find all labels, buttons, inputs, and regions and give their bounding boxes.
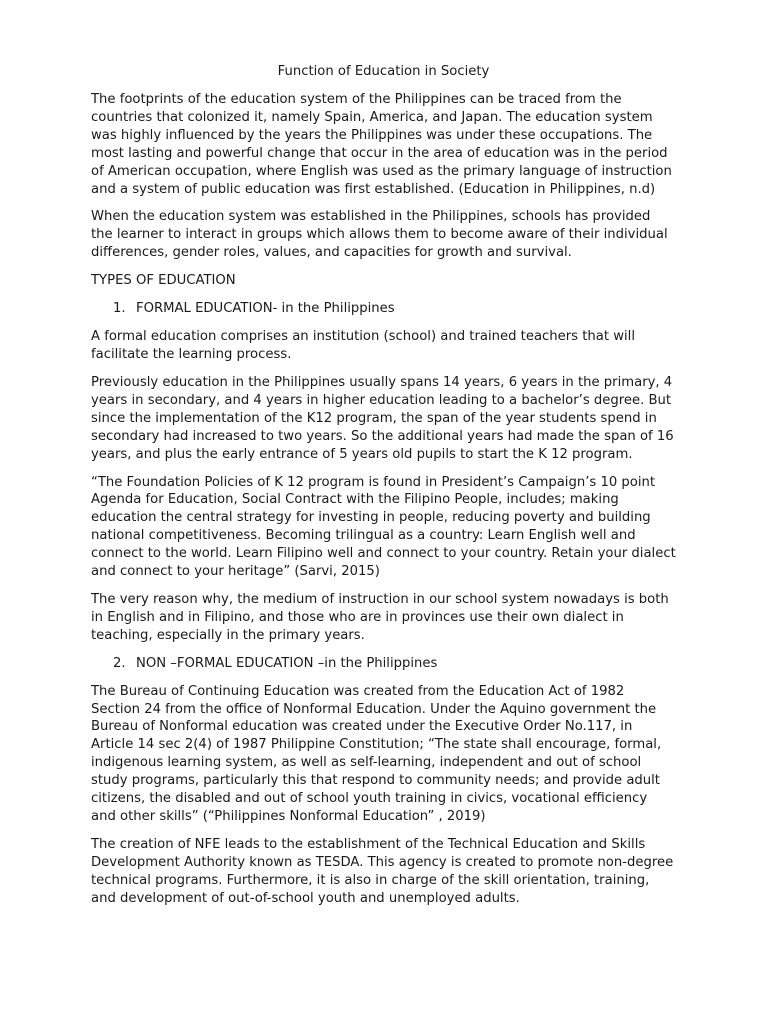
- list-number: 1.: [113, 301, 126, 317]
- formal-paragraph-2: Previously education in the Philippines usually spans 14 years, 6 years in the primary, 4 years in secondary, and 4 years in higher education leading to a bachelor’s degree. But since the implementation of the K12 program, the span of the year students spend in secondary had increased to two years. So the additional years had made the span of 16 years, and plus the early entrance of 5 years old pupils to start the K 12 program.: [91, 374, 674, 462]
- types-heading: TYPES OF EDUCATION: [91, 273, 236, 289]
- section-nonformal-heading: [91, 655, 676, 673]
- list-label: FORMAL EDUCATION- in the Philippines: [136, 301, 395, 317]
- list-number: 2.: [113, 655, 126, 671]
- section-formal-heading: [91, 300, 676, 318]
- nonformal-paragraph-2: The creation of NFE leads to the establishment of the Technical Education and Skills Development Authority known as TESDA. This agency is created to promote non-degree technical programs. Furthermore, it is also in charge of the skill orientation, training, and development of out-of-school youth and unemployed adults.: [91, 836, 674, 906]
- formal-paragraph-3: “The Foundation Policies of K 12 program is found in President’s Campaign’s 10 point Agenda for Education, Social Contract with the Filipino People, includes; making education the central strategy for investing in people, reducing poverty and building national competitiveness. Becoming trilingual as a country: Learn English well and connect to the world. Learn Filipino well and connect to your country. Retain your dialect and connect to your heritage” (Sarvi, 2015): [91, 474, 676, 580]
- nonformal-paragraph-1: The Bureau of Continuing Education was created from the Education Act of 1982 Section 24 from the office of Nonformal Education. Under the Aquino government the Bureau of Nonformal education was created under the Executive Order No.117, in Article 14 sec 2(4) of 1987 Philippine Constitution; “The state shall encourage, formal, indigenous learning system, as well as self-learning, independent and out of school study programs, particularly this that respond to community needs; and provide adult citizens, the disabled and out of school youth training in civics, vocational efficiency and other skills” (“Philippines Nonformal Education” , 2019): [91, 683, 662, 824]
- intro-paragraph-2: When the education system was established in the Philippines, schools has provided the learner to interact in groups which allows them to become aware of their individual differences, gender roles, values, and capacities for growth and survival.: [91, 209, 668, 261]
- intro-paragraph-1: The footprints of the education system of the Philippines can be traced from the countries that colonized it, namely Spain, America, and Japan. The education system was highly influenced by the years the Philippines was under these occupations. The most lasting and powerful change that occur in the area of education was in the period of American occupation, where English was used as the primary language of instruction and a system of public education was first established. (Education in Philippines, n.d): [91, 92, 672, 197]
- list-label: NON –FORMAL EDUCATION –in the Philippines: [136, 655, 438, 671]
- formal-paragraph-4: The very reason why, the medium of instruction in our school system nowadays is both in English and in Filipino, and those who are in provinces use their own dialect in teaching, especially in the primary years.: [91, 591, 669, 643]
- formal-paragraph-1: A formal education comprises an institution (school) and trained teachers that will facilitate the learning process.: [91, 329, 635, 363]
- document-title: Function of Education in Society: [277, 64, 490, 79]
